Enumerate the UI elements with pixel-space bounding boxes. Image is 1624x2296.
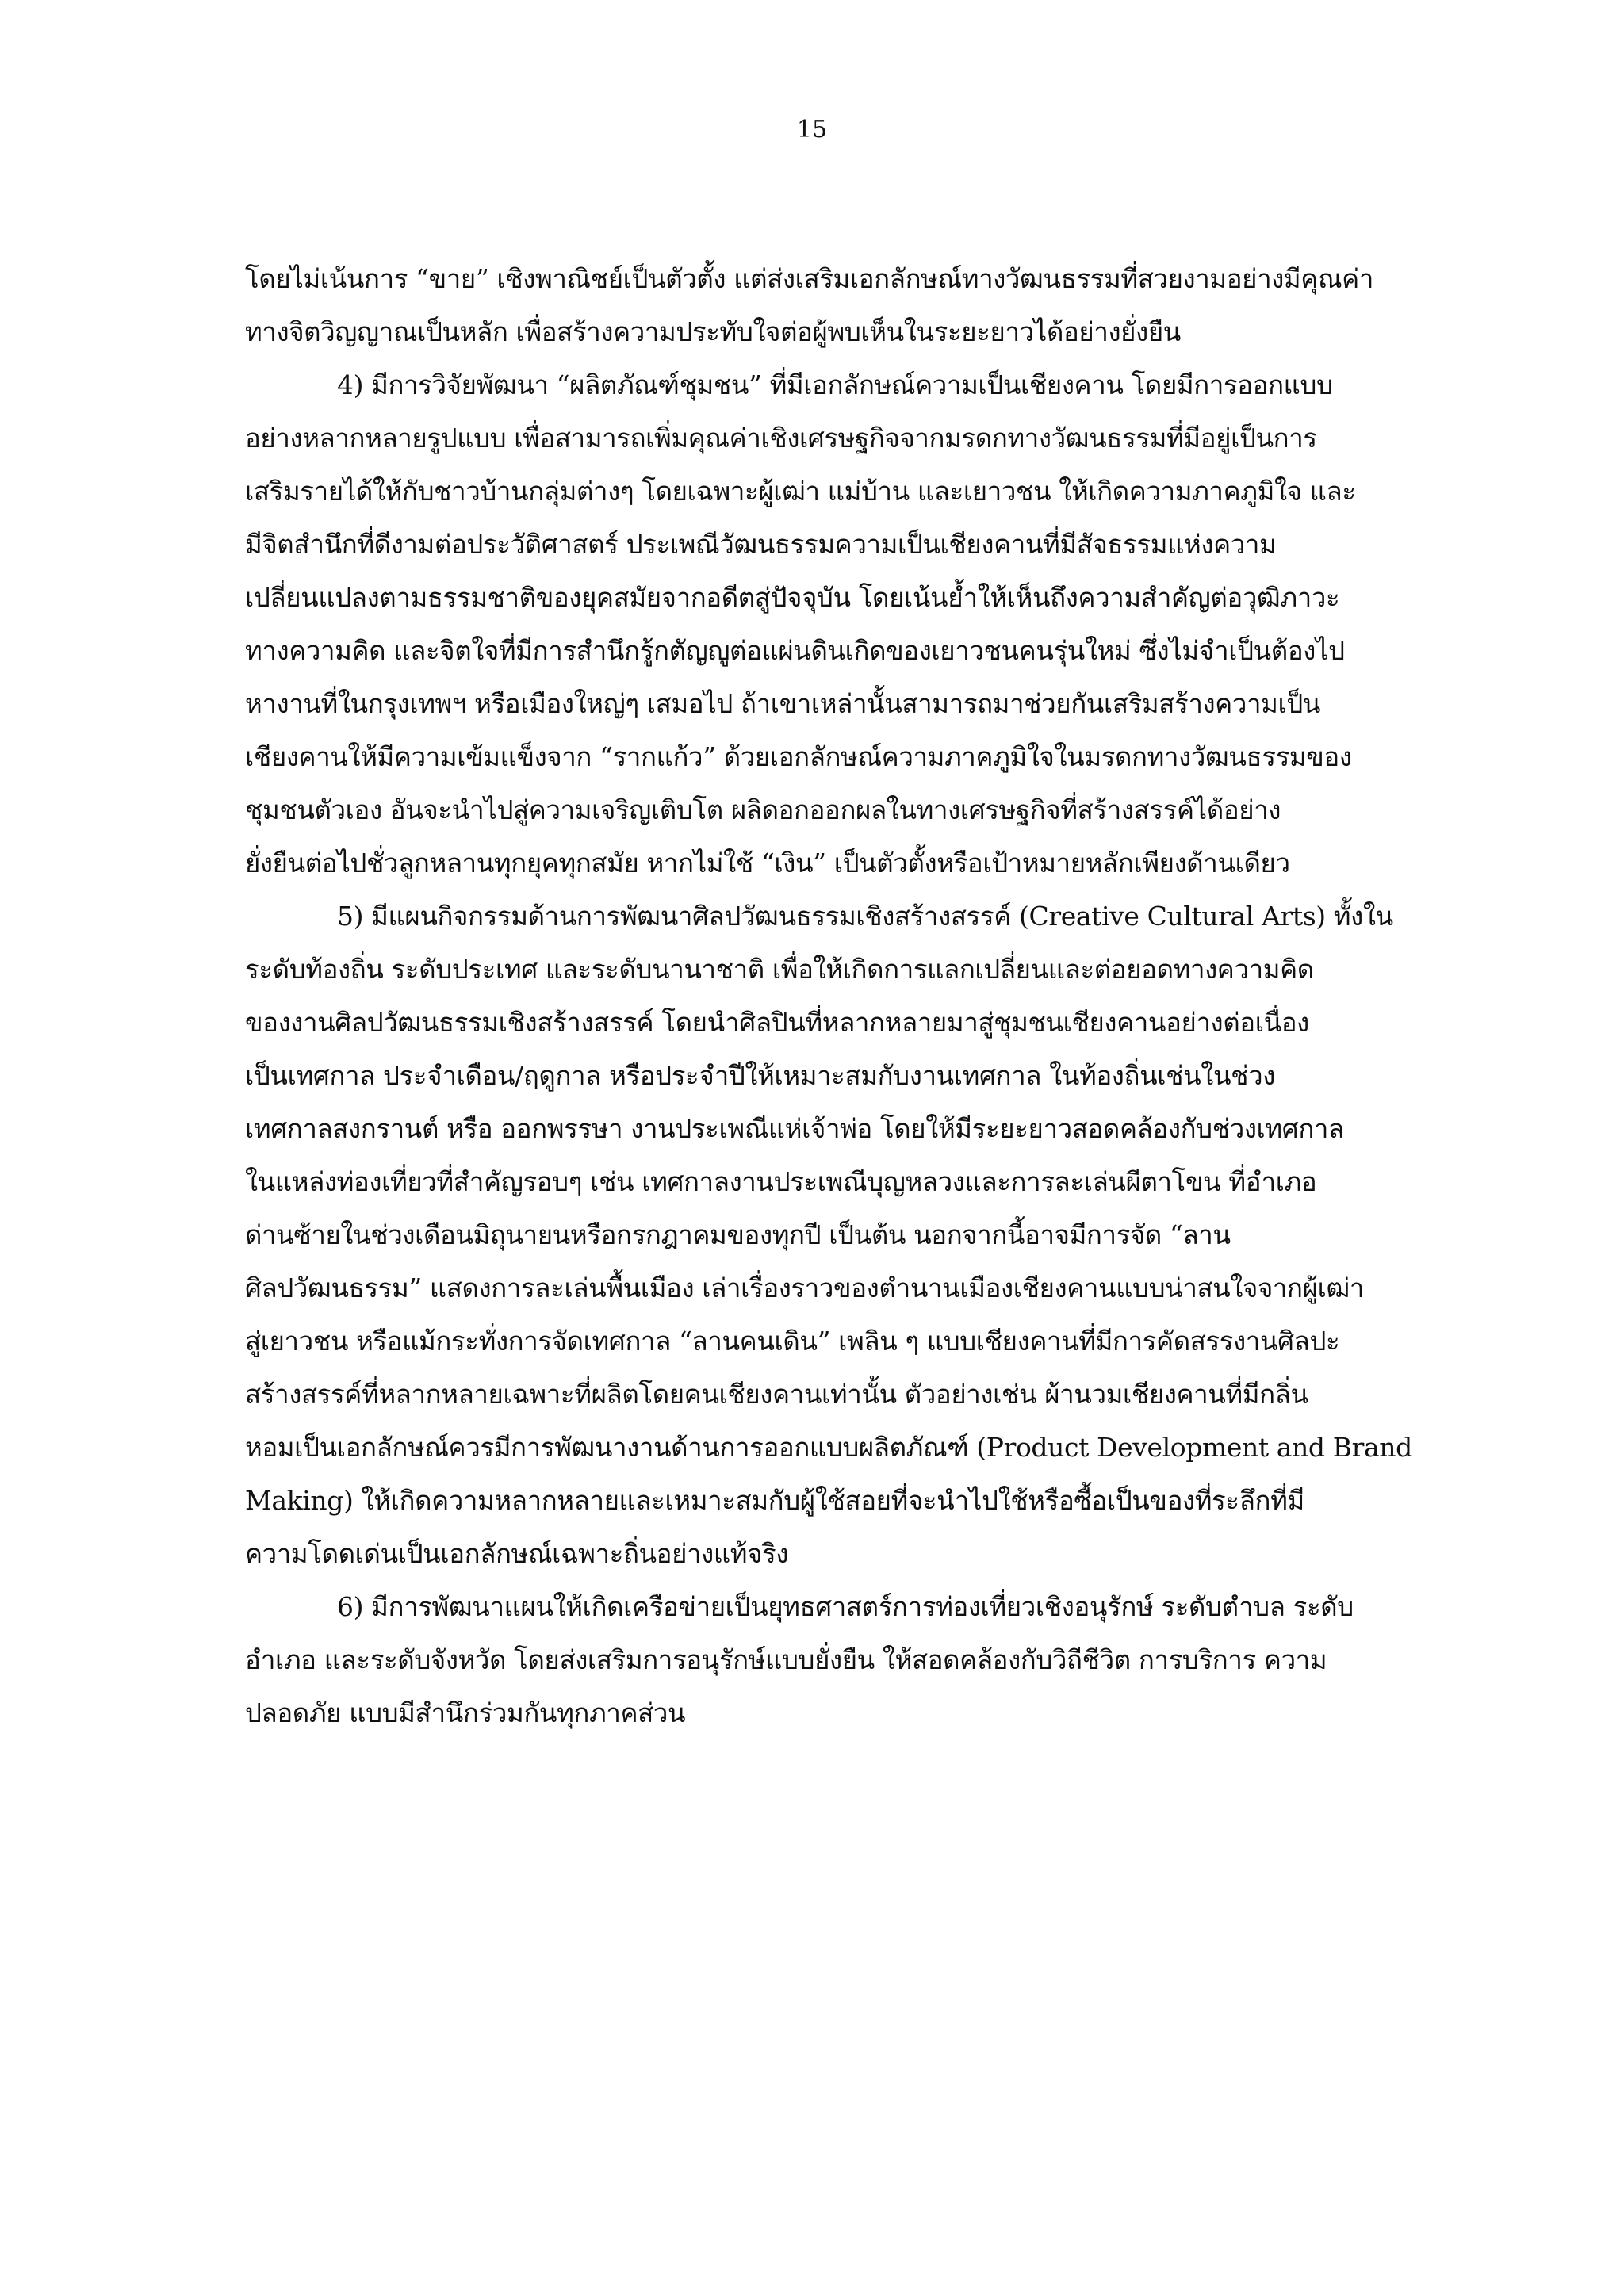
text-line: ทางจิตวิญญาณเป็นหลัก เพื่อสร้างความประทับใจต่อผู้พบเห็นในระยะยาวได้อย่างยั่งยืน	[245, 316, 1181, 347]
paragraph-first-line: 6) มีการพัฒนาแผนให้เกิดเครือข่ายเป็นยุทธศาสตร์การท่องเที่ยวเชิงอนุรักษ์ ระดับตำบล ระดับ	[337, 1591, 1354, 1622]
text-line: ศิลปวัฒนธรรม” แสดงการละเล่นพื้นเมือง เล่าเรื่องราวของตำนานเมืองเชียงคานแบบน่าสนใจจากผู้เฒ่า	[245, 1272, 1364, 1303]
text-line: ของงานศิลปวัฒนธรรมเชิงสร้างสรรค์ โดยนำศิลปินที่หลากหลายมาสู่ชุมชนเชียงคานอย่างต่อเนื่อง	[245, 1007, 1309, 1038]
text-line: หอมเป็นเอกลักษณ์ควรมีการพัฒนางานด้านการออกแบบผลิตภัณฑ์ (Product Development and Brand	[245, 1432, 1412, 1463]
text-line: Making) ให้เกิดความหลากหลายและเหมาะสมกับผู้ใช้สอยที่จะนำไปใช้หรือซื้อเป็นของที่ระลึกที่มี	[245, 1485, 1304, 1516]
text-line: สู่เยาวชน หรือแม้กระทั่งการจัดเทศกาล “ลานคนเดิน” เพลิน ๆ แบบเชียงคานที่มีการคัดสรรงานศิลปะ	[245, 1326, 1340, 1357]
text-line: ระดับท้องถิ่น ระดับประเทศ และระดับนานาชาติ เพื่อให้เกิดการแลกเปลี่ยนและต่อยอดทางความคิด	[245, 954, 1314, 985]
text-line: เปลี่ยนแปลงตามธรรมชาติของยุคสมัยจากอดีตสู่ปัจจุบัน โดยเน้นย้ำให้เห็นถึงความสำคัญต่อวุฒิภาวะ	[245, 582, 1340, 613]
page-number: 15	[796, 116, 828, 144]
text-line: มีจิตสำนึกที่ดีงามต่อประวัติศาสตร์ ประเพณีวัฒนธรรมความเป็นเชียงคานที่มีสัจธรรมแห่งความ	[245, 529, 1277, 560]
text-line: อย่างหลากหลายรูปแบบ เพื่อสามารถเพิ่มคุณค่าเชิงเศรษฐกิจจากมรดกทางวัฒนธรรมที่มีอยู่เป็นการ	[245, 423, 1317, 453]
text-line: ยั่งยืนต่อไปชั่วลูกหลานทุกยุคทุกสมัย หากไม่ใช้ “เงิน” เป็นตัวตั้งหรือเป้าหมายหลักเพียงด้านเดียว	[245, 848, 1290, 878]
text-line: สร้างสรรค์ที่หลากหลายเฉพาะที่ผลิตโดยคนเชียงคานเท่านั้น ตัวอย่างเช่น ผ้านวมเชียงคานที่มีกลิ่น	[245, 1379, 1308, 1410]
text-line: เสริมรายได้ให้กับชาวบ้านกลุ่มต่างๆ โดยเฉพาะผู้เฒ่า แม่บ้าน และเยาวชน ให้เกิดความภาคภูมิใจ และ	[245, 476, 1356, 507]
text-line: ด่านซ้ายในช่วงเดือนมิถุนายนหรือกรกฎาคมของทุกปี เป็นต้น นอกจากนี้อาจมีการจัด “ลาน	[245, 1219, 1231, 1250]
text-line: ปลอดภัย แบบมีสำนึกร่วมกันทุกภาคส่วน	[245, 1697, 686, 1728]
text-line: โดยไม่เน้นการ “ขาย” เชิงพาณิชย์เป็นตัวตั้ง แต่ส่งเสริมเอกลักษณ์ทางวัฒนธรรมที่สวยงามอย่างมีคุณค่า	[245, 263, 1373, 294]
text-line: เป็นเทศกาล ประจำเดือน/ฤดูกาล หรือประจำปีให้เหมาะสมกับงานเทศกาล ในท้องถิ่นเช่นในช่วง	[245, 1060, 1275, 1091]
text-line: ในแหล่งท่องเที่ยวที่สำคัญรอบๆ เช่น เทศกาลงานประเพณีบุญหลวงและการละเล่นผีตาโขน ที่อำเภอ	[245, 1166, 1317, 1197]
text-line: ทางความคิด และจิตใจที่มีการสำนึกรู้กตัญญูต่อแผ่นดินเกิดของเยาวชนคนรุ่นใหม่ ซึ่งไม่จำเป็นต้องไป	[245, 635, 1345, 666]
paragraph-first-line: 5) มีแผนกิจกรรมด้านการพัฒนาศิลปวัฒนธรรมเชิงสร้างสรรค์ (Creative Cultural Arts) ทั้งใน	[337, 901, 1393, 932]
text-line: อำเภอ และระดับจังหวัด โดยส่งเสริมการอนุรักษ์แบบยั่งยืน ให้สอดคล้องกับวิถีชีวิต การบริการ ความ	[245, 1644, 1327, 1675]
body-text	[245, 252, 1427, 1739]
text-line: ชุมชนตัวเอง อันจะนำไปสู่ความเจริญเติบโต ผลิดอกออกผลในทางเศรษฐกิจที่สร้างสรรค์ได้อย่าง	[245, 794, 1281, 825]
text-line: เทศกาลสงกรานต์ หรือ ออกพรรษา งานประเพณีแห่เจ้าพ่อ โดยให้มีระยะยาวสอดคล้องกับช่วงเทศกาล	[245, 1113, 1344, 1144]
text-line: ความโดดเด่นเป็นเอกลักษณ์เฉพาะถิ่นอย่างแท้จริง	[245, 1538, 789, 1569]
text-line: เชียงคานให้มีความเข้มแข็งจาก “รากแก้ว” ด้วยเอกลักษณ์ความภาคภูมิใจในมรดกทางวัฒนธรรมของ	[245, 741, 1352, 772]
paragraph-first-line: 4) มีการวิจัยพัฒนา “ผลิตภัณฑ์ชุมชน” ที่มีเอกลักษณ์ความเป็นเชียงคาน โดยมีการออกแบบ	[337, 369, 1333, 400]
text-line: หางานที่ในกรุงเทพฯ หรือเมืองใหญ่ๆ เสมอไป ถ้าเขาเหล่านั้นสามารถมาช่วยกันเสริมสร้างความเป็น	[245, 688, 1321, 719]
